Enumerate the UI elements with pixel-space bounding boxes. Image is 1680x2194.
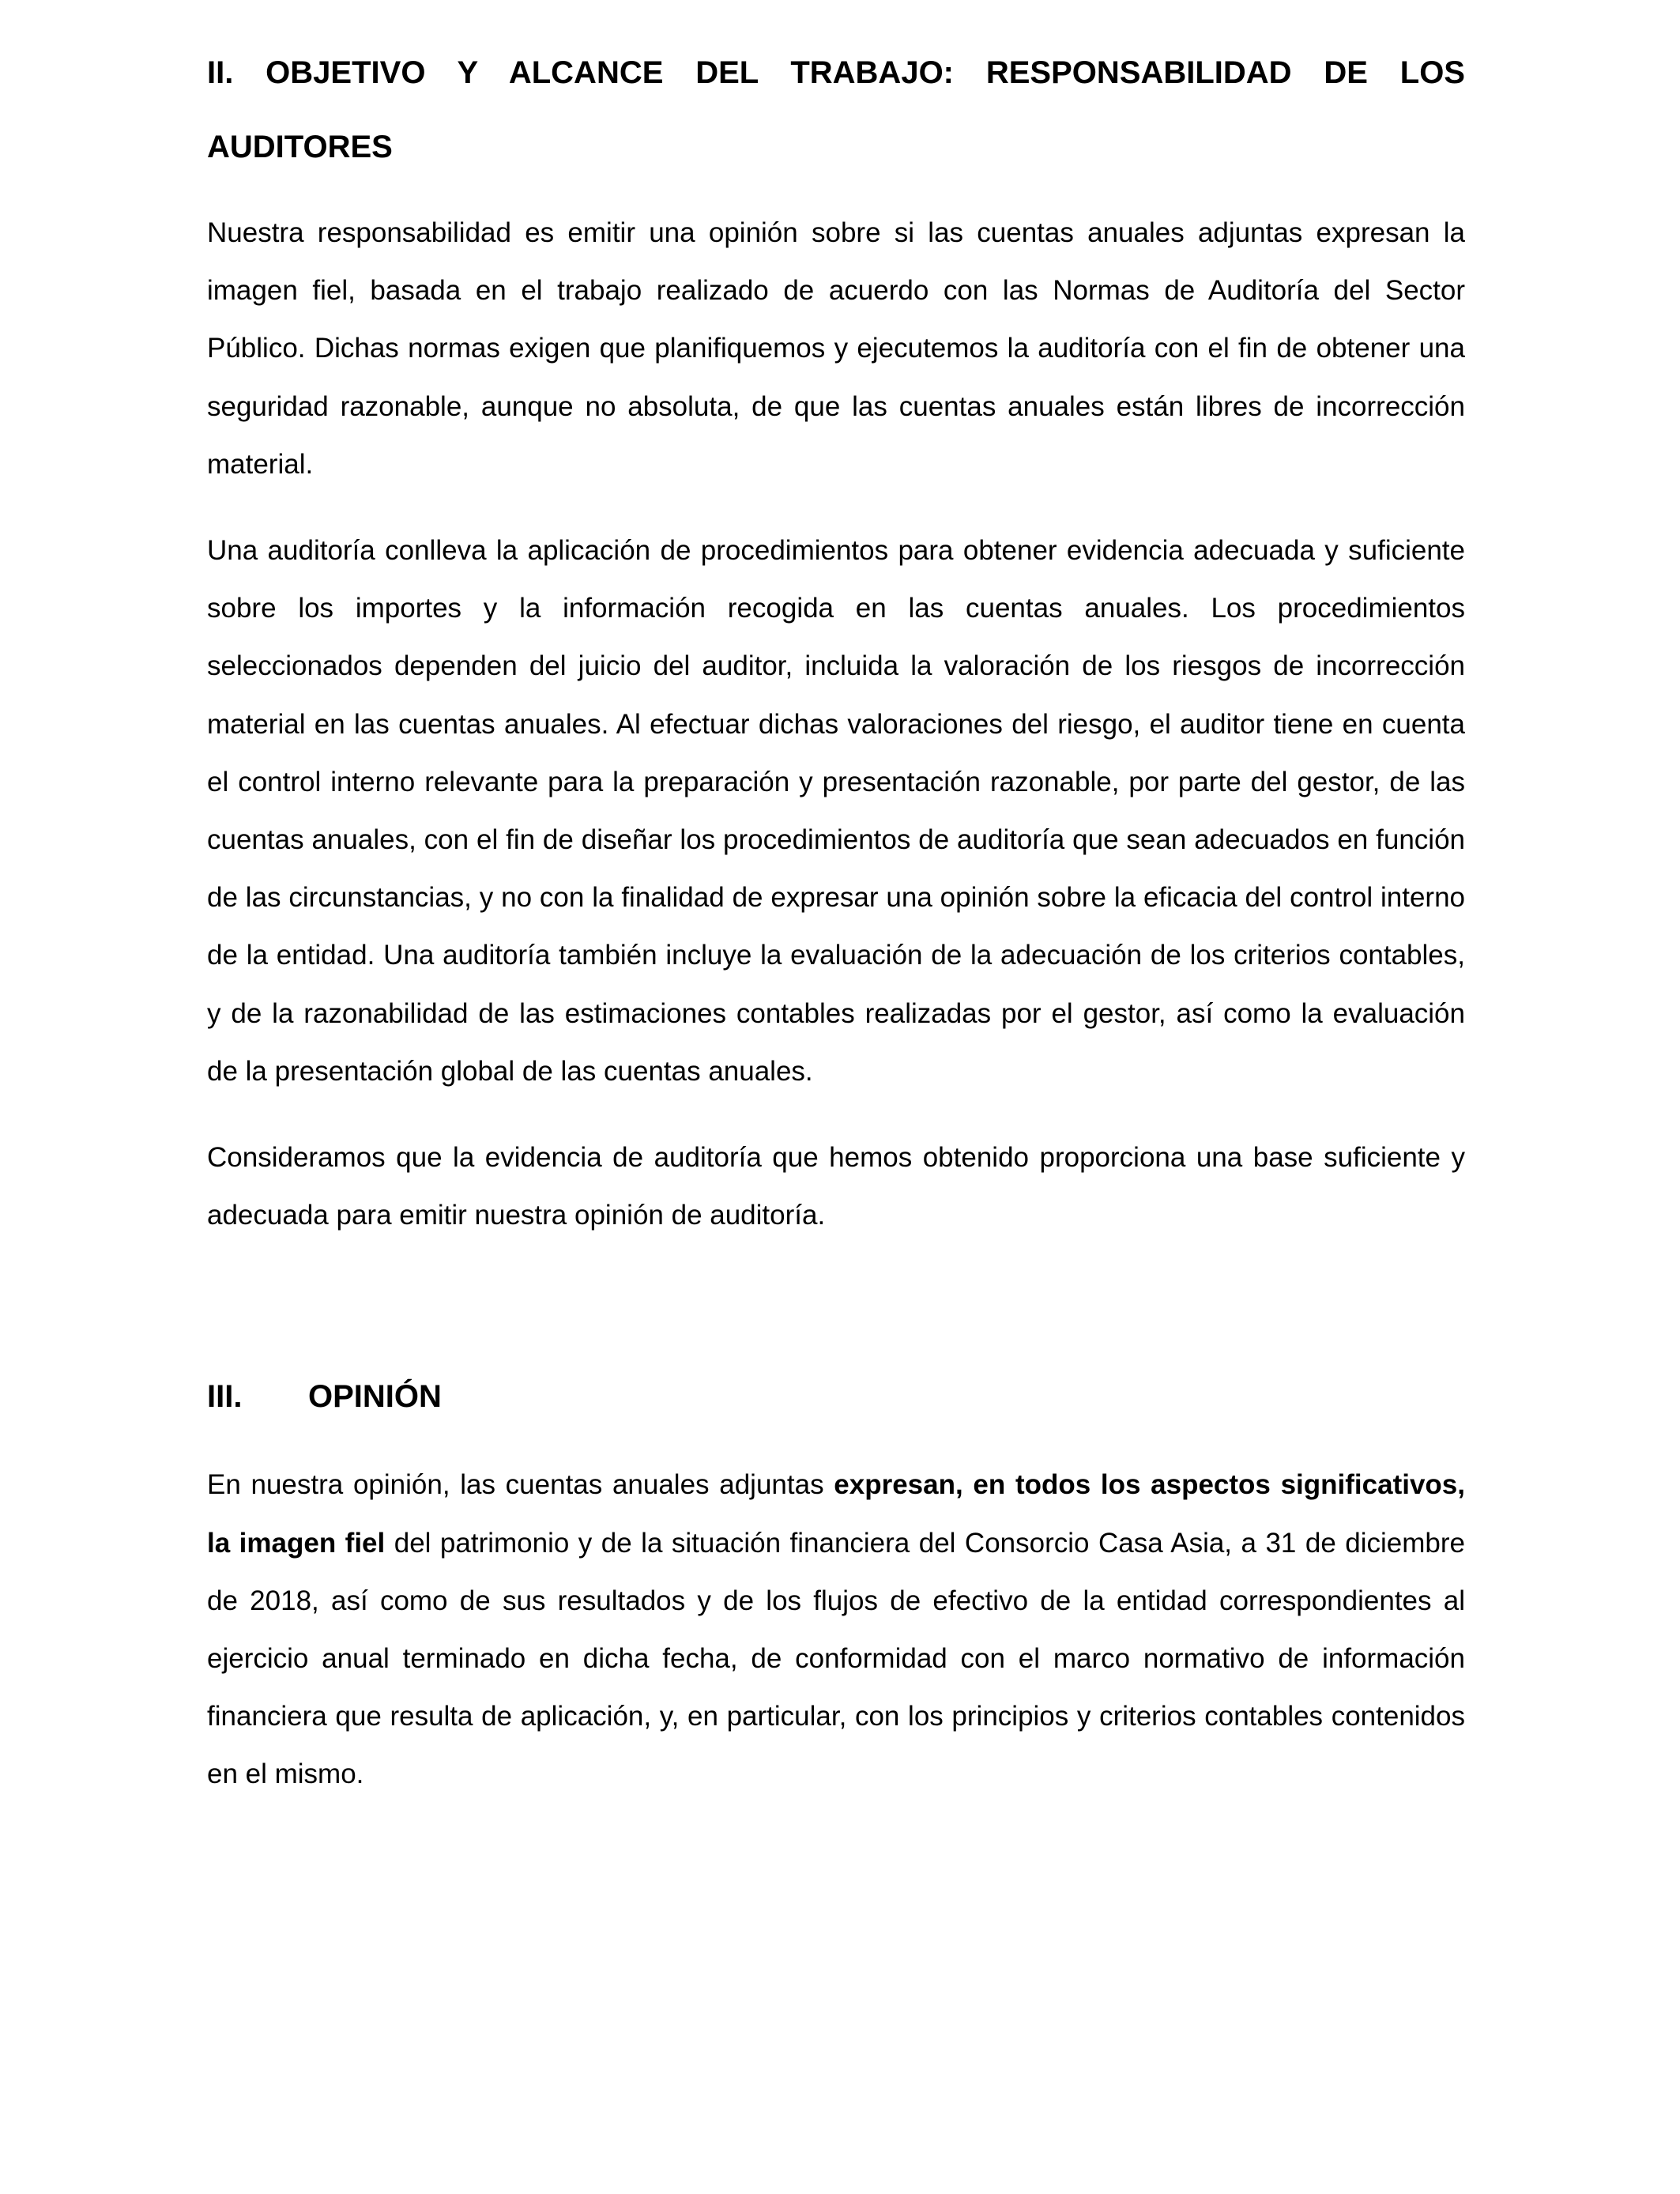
opinion-paragraph: [207, 1456, 1465, 1803]
section-3-heading: [207, 1369, 1465, 1424]
document-page: [207, 36, 1465, 1804]
section-3-number: III.: [207, 1379, 243, 1415]
section-2-paragraph-1: Nuestra responsabilidad es emitir una opinión sobre si las cuentas anuales adjuntas expresan la imagen fiel, basada en el trabajo realizado de acuerdo con las Normas de Auditoría del Sector Público. Dichas normas exigen que planifiquemos y ejecutemos la auditoría con el fin de obtener una seguridad razonable, aunque no absoluta, de que las cuentas anuales están libres de incorrección material.: [207, 217, 1465, 480]
section-3-title: OPINIÓN: [308, 1379, 442, 1415]
section-2-paragraph-2: Una auditoría conlleva la aplicación de procedimientos para obtener evidencia adecuada y suficiente sobre los importes y la información recogida en las cuentas anuales. Los procedimientos seleccionados dependen del juicio del auditor, incluida la valoración de los riesgos de incorrección material en las cuentas anuales. Al efectuar dichas valoraciones del riesgo, el auditor tiene en cuenta el control interno relevante para la preparación y presentación razonable, por parte del gestor, de las cuentas anuales, con el fin de diseñar los procedimientos de auditoría que sean adecuados en función de las circunstancias, y no con la finalidad de expresar una opinión sobre la eficacia del control interno de la entidad. Una auditoría también incluye la evaluación de la adecuación de los criterios contables, y de la razonabilidad de las estimaciones contables realizadas por el gestor, así como la evaluación de la presentación global de las cuentas anuales.: [207, 535, 1465, 1087]
opinion-rest-text: del patrimonio y de la situación financiera del Consorcio Casa Asia, a 31 de diciembre de 2018, así como de sus resultados y de los flujos de efectivo de la entidad correspondientes al ejercicio anual terminado en dicha fecha, de conformidad con el marco normativo de información financiera que resulta de aplicación, y, en particular, con los principios y criterios contables contenidos en el mismo.: [207, 1527, 1465, 1790]
section-2-paragraph-3: Consideramos que la evidencia de auditoría que hemos obtenido proporciona una base suficiente y adecuada para emitir nuestra opinión de auditoría.: [207, 1142, 1465, 1231]
section-2-heading: II. OBJETIVO Y ALCANCE DEL TRABAJO: RESPONSABILIDAD DE LOS AUDITORES: [207, 55, 1465, 164]
opinion-bold-text: expresan, en todos los aspectos significativos, la imagen fiel: [207, 1469, 1465, 1559]
opinion-lead-text: En nuestra opinión, las cuentas anuales adjuntas: [207, 1469, 834, 1501]
